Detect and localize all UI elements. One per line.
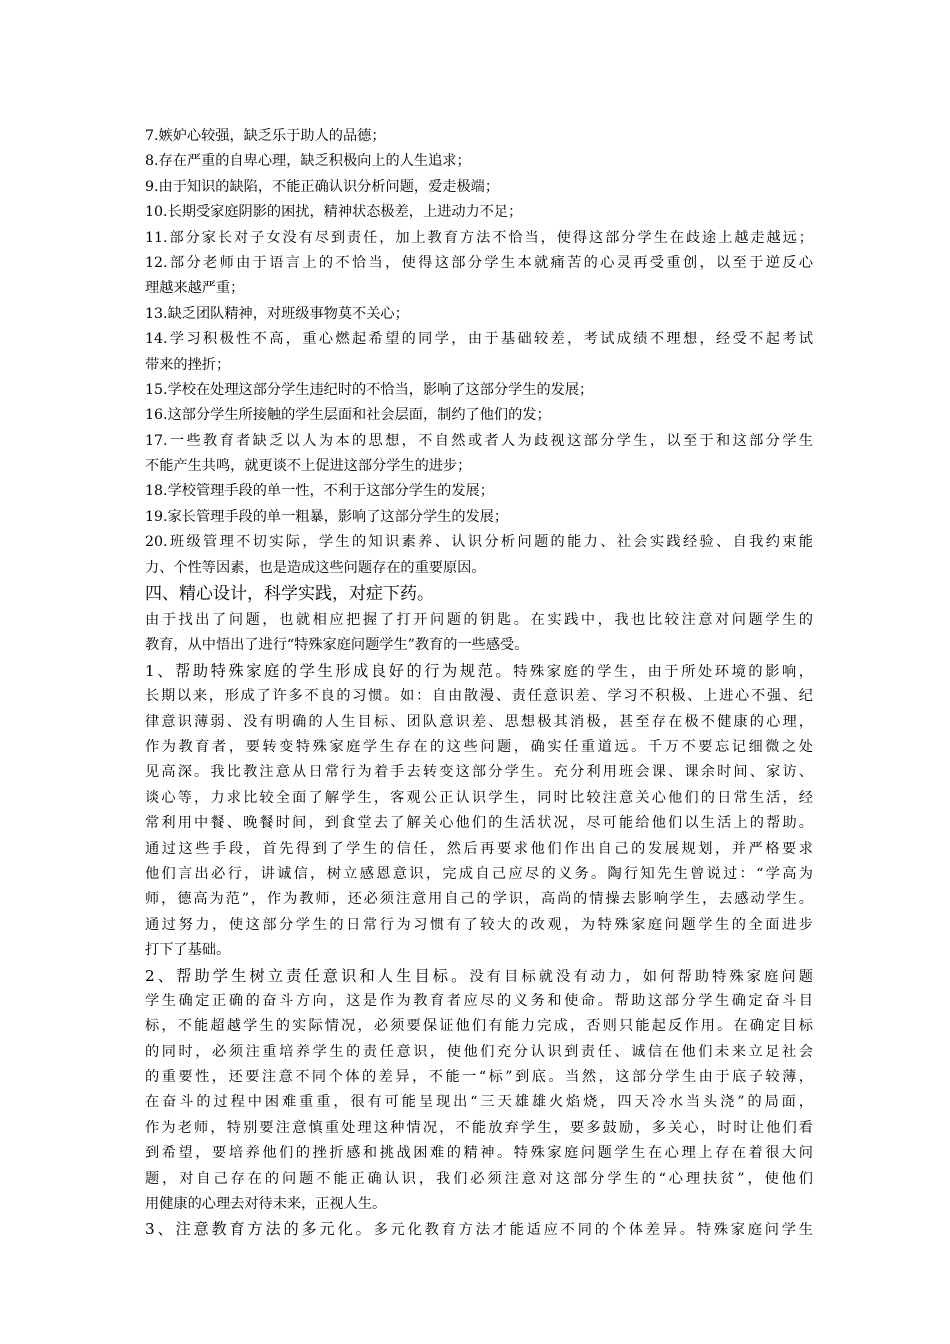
line-text: 10.长期受家庭阴影的困扰，精神状态极差，上进动力不足； bbox=[145, 204, 523, 221]
line-text: 到希望，要培养他们的挫折感和挑战困难的精神。特殊家庭问题学生在心理上存在着很大问 bbox=[145, 1145, 813, 1162]
text-line bbox=[145, 556, 813, 581]
text-line bbox=[145, 710, 813, 735]
text-line bbox=[145, 1167, 813, 1192]
line-text: 力、个性等因素，也是造成这些问题存在的重要原因。 bbox=[145, 559, 486, 576]
line-text: 7.嫉妒心较强，缺乏乐于助人的品德； bbox=[145, 128, 386, 144]
text-line bbox=[145, 659, 813, 684]
line-text: 学生确定正确的奋斗方向，这是作为教育者应尽的义务和使命。帮助这部分学生确定奋斗目 bbox=[145, 992, 813, 1009]
text-line bbox=[145, 964, 813, 989]
text-line bbox=[145, 811, 813, 836]
line-text: 的重要性，还要注意不同个体的差异，不能一“标”到底。当然，这部分学生由于底子较薄， bbox=[145, 1069, 813, 1086]
line-text: 他们言出必行，讲诚信，树立感恩意识，完成自己应尽的义务。陶行知先生曾说过：“学高为 bbox=[145, 865, 813, 882]
line-text: 通过这些手段，首先得到了学生的信任，然后再要求他们作出自己的发展规划，并严格要求 bbox=[145, 840, 813, 857]
text-line bbox=[145, 1090, 813, 1115]
line-text: 师，德高为范”，作为教师，还必须注意用自己的学识，高尚的情操去影响学生，去感动学生。 bbox=[145, 891, 813, 908]
text-line bbox=[145, 251, 813, 276]
text-line bbox=[145, 454, 813, 479]
text-line bbox=[145, 913, 813, 938]
text-line bbox=[145, 353, 813, 378]
line-text: 作为老师，特别要注意慎重处理这种情况，不能放弃学生，要多鼓励，多关心，时时让他们看 bbox=[145, 1119, 813, 1136]
line-text: 18.学校管理手段的单一性，不利于这部分学生的发展； bbox=[145, 483, 494, 500]
text-line bbox=[145, 479, 813, 504]
text-line bbox=[145, 684, 813, 709]
text-line bbox=[145, 378, 813, 403]
line-text: 的同时，必须注重培养学生的责任意识，使他们充分认识到责任、诚信在他们未来立足社会 bbox=[145, 1043, 813, 1060]
item-lead: 1、帮助特殊家庭的学生形成良好的行为规范。 bbox=[145, 661, 514, 680]
line-text: 常利用中餐、晚餐时间，到食堂去了解关心他们的生活状况，尽可能给他们以生活上的帮助。 bbox=[145, 815, 813, 832]
line-text: 谈心等，力求比较全面了解学生，客观公正认识学生，同时比较注意关心他们的日常生活，经 bbox=[145, 789, 813, 806]
line-text: 长期以来，形成了许多不良的习惯。如：自由散漫、责任意识差、学习不积极、上进心不强、纪 bbox=[145, 688, 813, 705]
line-text: 13.缺乏团队精神，对班级事物莫不关心； bbox=[145, 305, 409, 322]
text-line bbox=[145, 403, 813, 428]
text-line bbox=[145, 1065, 813, 1090]
line-text: 见高深。我比教注意从日常行为着手去转变这部分学生。充分利用班会课、课余时间、家访、 bbox=[145, 764, 813, 781]
text-line bbox=[145, 1192, 813, 1217]
text-line bbox=[145, 608, 813, 633]
line-text: 律意识薄弱、没有明确的人生目标、团队意识差、思想极其消极，甚至存在极不健康的心理， bbox=[145, 713, 813, 730]
text-line bbox=[145, 633, 813, 658]
text-line bbox=[145, 1014, 813, 1039]
item-lead: 2、帮助学生树立责任意识和人生目标。 bbox=[145, 966, 470, 985]
line-text: 理越来越严重； bbox=[145, 280, 245, 297]
document-body bbox=[145, 124, 813, 1243]
line-text: 由于找出了问题，也就相应把握了打开问题的钥匙。在实践中，我也比较注意对问题学生的 bbox=[145, 612, 813, 629]
line-text: 没有目标就没有动力，如何帮助特殊家庭问题 bbox=[469, 968, 813, 985]
text-line bbox=[145, 760, 813, 785]
text-line bbox=[145, 862, 813, 887]
line-text: 12.部分老师由于语言上的不恰当，使得这部分学生本就痛苦的心灵再受重创，以至于逆反心 bbox=[145, 254, 813, 271]
line-text: 多元化教育方法才能适应不同的个体差异。特殊家庭问学生 bbox=[373, 1222, 813, 1239]
line-text: 8.存在严重的自卑心理，缺乏积极向上的人生追求； bbox=[145, 153, 471, 170]
section-heading bbox=[145, 581, 813, 608]
text-line bbox=[145, 530, 813, 555]
line-text: 打下了基础。 bbox=[145, 942, 231, 959]
line-text: 教育，从中悟出了进行“特殊家庭问题学生”教育的一些感受。 bbox=[145, 637, 529, 654]
line-text: 带来的挫折； bbox=[145, 356, 231, 373]
text-line bbox=[145, 175, 813, 200]
text-line bbox=[145, 200, 813, 225]
line-text: 9.由于知识的缺陷，不能正确认识分析问题，爱走极端； bbox=[145, 178, 500, 195]
text-line bbox=[145, 226, 813, 251]
line-text: 通过努力，使这部分学生的日常行为习惯有了较大的改观，为特殊家庭问题学生的全面进步 bbox=[145, 916, 813, 933]
text-line bbox=[145, 1217, 813, 1242]
text-line bbox=[145, 1116, 813, 1141]
text-line bbox=[145, 989, 813, 1014]
text-line bbox=[145, 837, 813, 862]
text-line bbox=[145, 124, 813, 149]
line-text: 16.这部分学生所接触的学生层面和社会层面，制约了他们的发； bbox=[145, 407, 551, 424]
line-text: 15.学校在处理这部分学生违纪时的不恰当，影响了这部分学生的发展； bbox=[145, 381, 594, 398]
text-line bbox=[145, 887, 813, 912]
text-line bbox=[145, 327, 813, 352]
text-line bbox=[145, 938, 813, 963]
line-text: 题，对自己存在的问题不能正确认识，我们必须注意对这部分学生的“心理扶贫”，使他们 bbox=[145, 1170, 813, 1187]
text-line bbox=[145, 302, 813, 327]
text-line bbox=[145, 735, 813, 760]
line-text: 19.家长管理手段的单一粗暴，影响了这部分学生的发展； bbox=[145, 508, 509, 525]
line-text: 不能产生共鸣，就更谈不上促进这部分学生的进步； bbox=[145, 458, 472, 475]
line-text: 标，不能超越学生的实际情况，必须要保证他们有能力完成，否则只能起反作用。在确定目标 bbox=[145, 1018, 813, 1035]
text-line bbox=[145, 505, 813, 530]
text-line bbox=[145, 786, 813, 811]
text-line bbox=[145, 429, 813, 454]
item-lead: 3、注意教育方法的多元化。 bbox=[145, 1220, 374, 1239]
line-text: 在奋斗的过程中困难重重，很有可能呈现出“三天雄雄火焰烧，四天冷水当头浇”的局面， bbox=[145, 1094, 813, 1111]
line-text: 20.班级管理不切实际，学生的知识素养、认识分析问题的能力、社会实践经验、自我约束能 bbox=[145, 534, 813, 551]
text-line bbox=[145, 149, 813, 174]
line-text: 特殊家庭的学生，由于所处环境的影响， bbox=[513, 663, 813, 680]
text-line bbox=[145, 1141, 813, 1166]
line-text: 17.一些教育者缺乏以人为本的思想，不自然或者人为歧视这部分学生，以至于和这部分学生 bbox=[145, 432, 813, 449]
line-text: 用健康的心理去对待未来，正视人生。 bbox=[145, 1196, 387, 1213]
line-text: 11.部分家长对子女没有尽到责任，加上教育方法不恰当，使得这部分学生在歧途上越走越远； bbox=[145, 229, 813, 246]
text-line bbox=[145, 276, 813, 301]
line-text: 作为教育者，要转变特殊家庭学生存在的这些问题，确实任重道远。千万不要忘记细微之处 bbox=[145, 738, 813, 755]
text-line bbox=[145, 1040, 813, 1065]
line-text: 14.学习积极性不高，重心燃起希望的同学，由于基础较差，考试成绩不理想，经受不起考试 bbox=[145, 331, 813, 348]
line-text: 四、精心设计，科学实践，对症下药。 bbox=[145, 584, 434, 605]
